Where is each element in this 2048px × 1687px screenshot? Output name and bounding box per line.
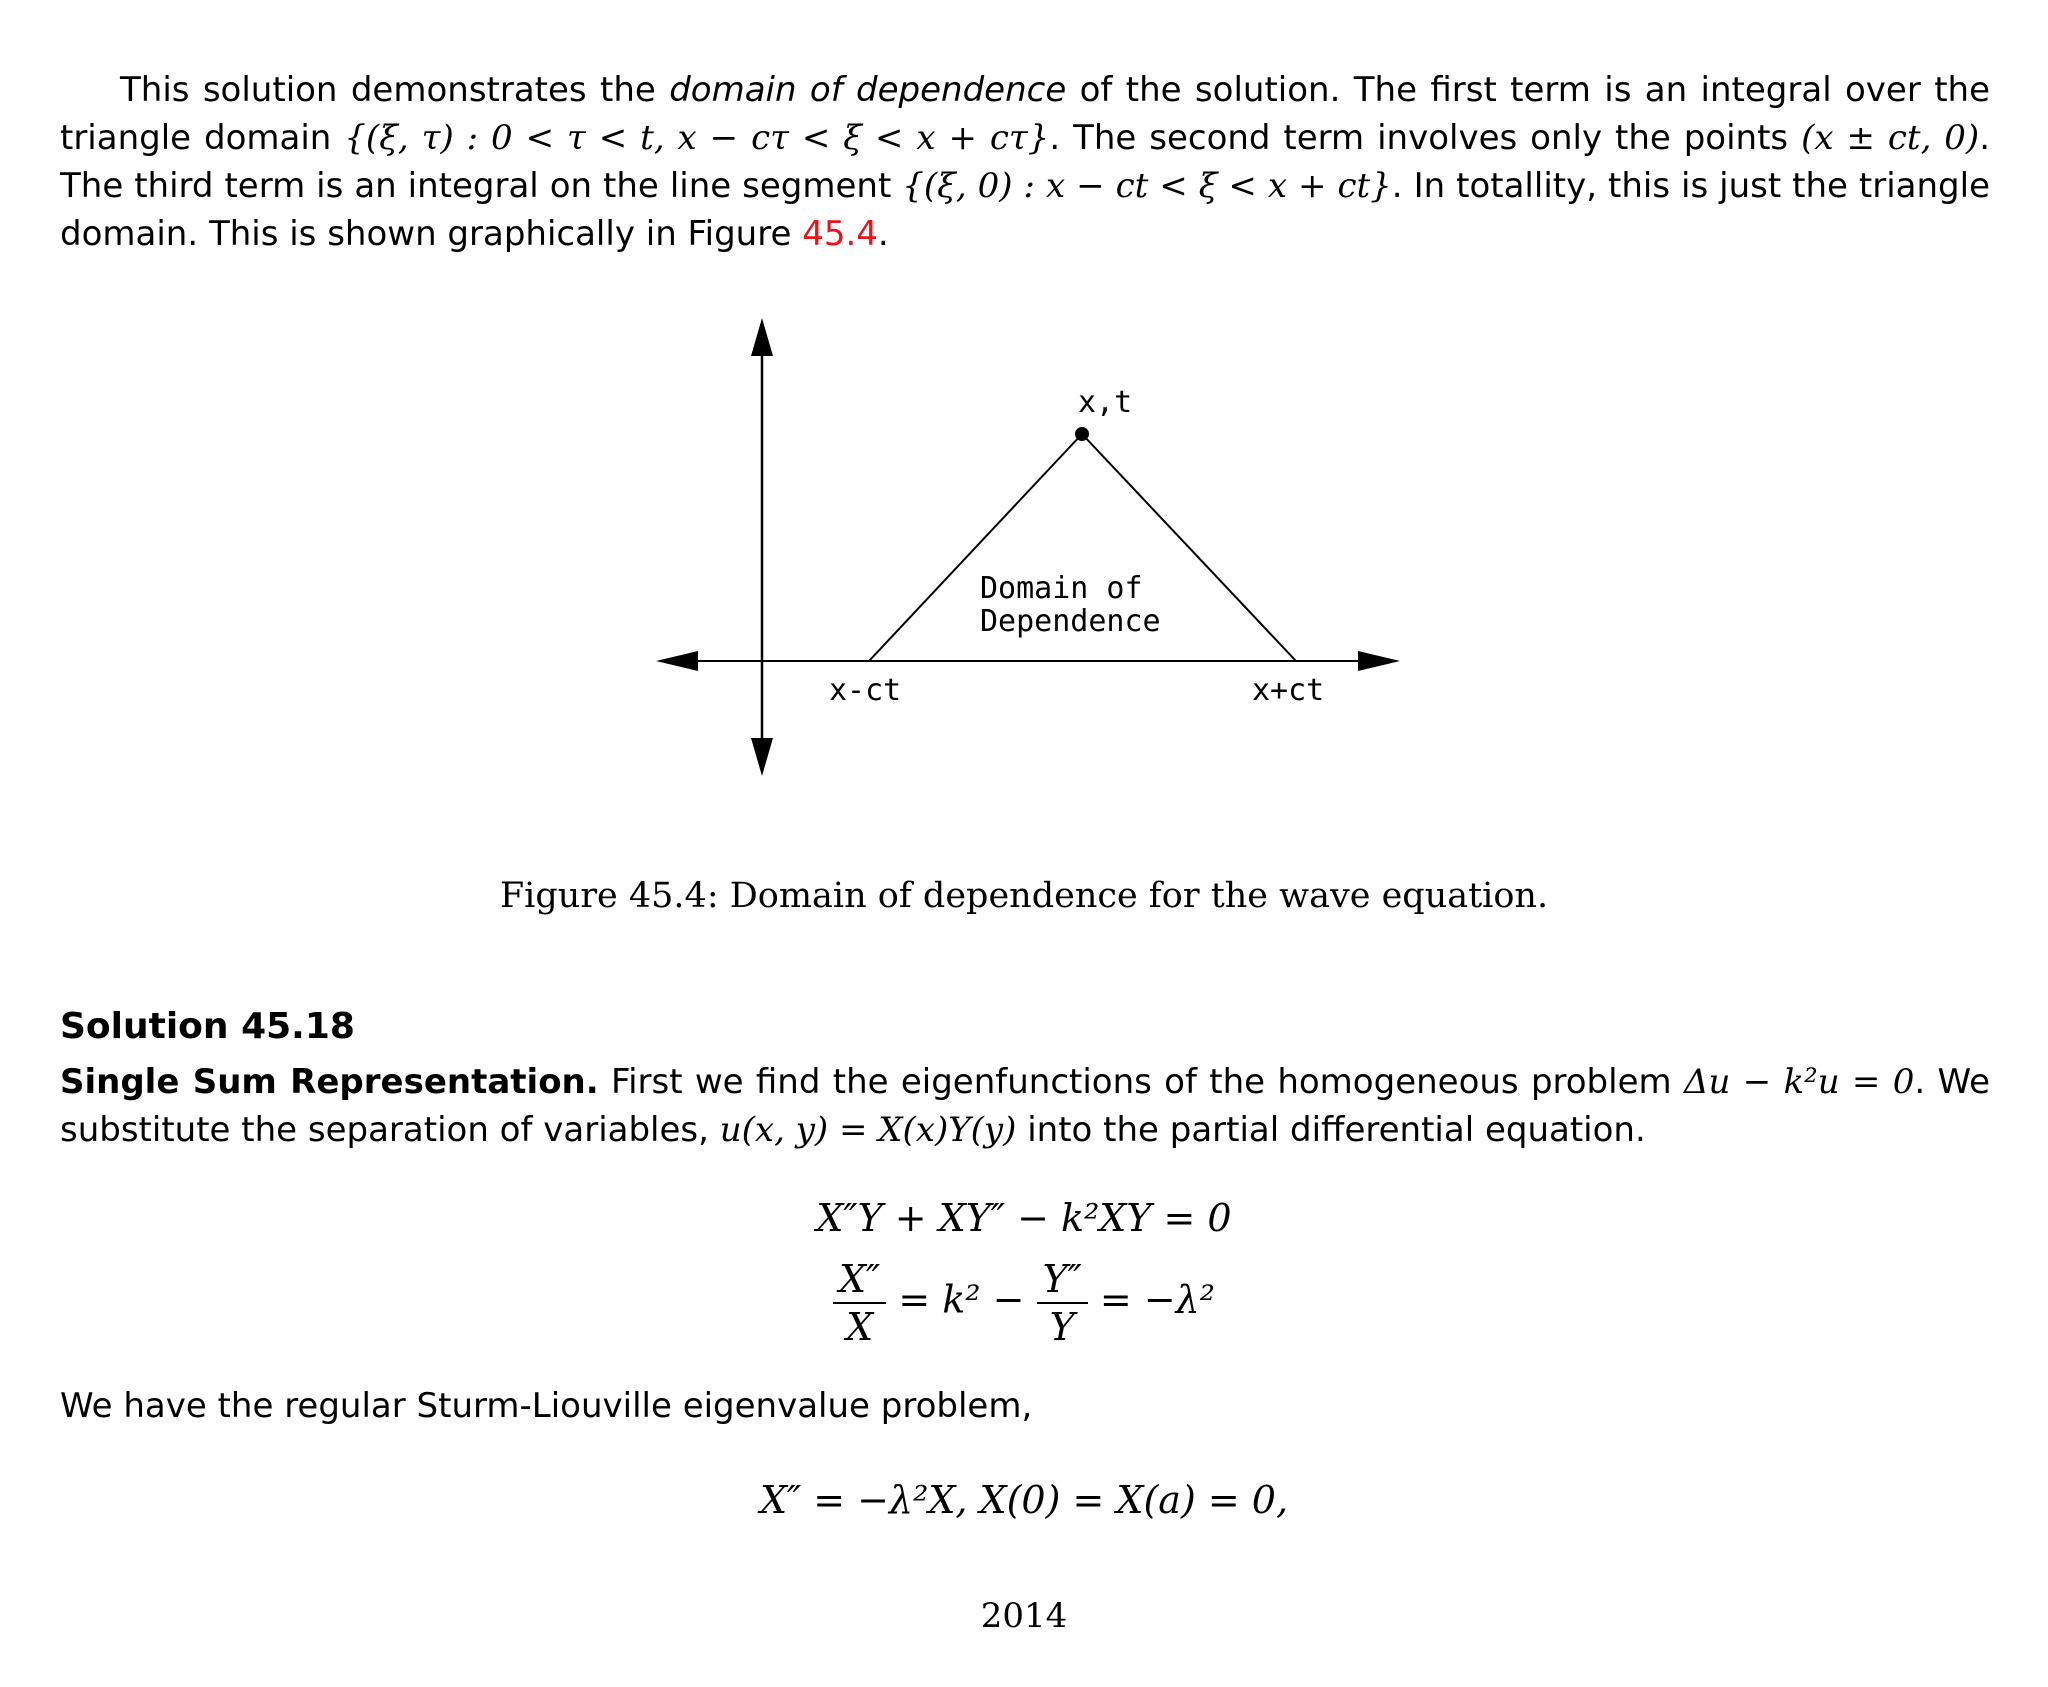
apex-point: [1075, 427, 1089, 441]
intro-text-4: . The third term is an integral on the line segment: [60, 118, 1991, 206]
right-arrowhead: [1358, 651, 1400, 671]
equation-3: X″ = −λ²X, X(0) = X(a) = 0,: [759, 1478, 1289, 1522]
homogeneous-equation-math: Δu − k²u = 0: [1683, 1062, 1915, 1102]
figure-reference-link[interactable]: 45.4: [802, 214, 878, 254]
solution-text-3: into the partial differential equation.: [1027, 1110, 1646, 1150]
solution-heading: Solution 45.18: [60, 1006, 355, 1047]
fraction-x-numerator: X″: [833, 1256, 886, 1304]
equation-2: [0, 1256, 2048, 1350]
intro-text-6: .: [877, 214, 889, 254]
intro-emphasis: domain of dependence: [669, 70, 1067, 110]
down-arrowhead: [751, 738, 773, 776]
sturm-liouville-sentence: We have the regular Sturm-Liouville eigenvalue problem,: [60, 1386, 1033, 1426]
domain-label-line2: Dependence: [980, 604, 1161, 639]
fraction-y-denominator: Y: [1049, 1305, 1075, 1349]
solution-paragraph: [60, 1058, 1990, 1154]
intro-text-3: . The second term involves only the points: [1049, 118, 1789, 158]
solution-text-2: . We substitute the separation of variables,: [60, 1062, 1990, 1150]
page-number: 2014: [980, 1596, 1068, 1636]
equation-2-middle: = k² −: [898, 1277, 1025, 1322]
fraction-x-denominator: X: [846, 1305, 874, 1349]
right-base-label: x+ct: [1252, 673, 1325, 708]
intro-text-2: of the solution. The first term is an integral over the triangle domain: [60, 70, 1990, 158]
segment-math: {(ξ, 0) : x − ct < ξ < x + ct}: [902, 166, 1392, 206]
fraction-y-numerator: Y″: [1037, 1256, 1088, 1304]
fraction-y: [1037, 1256, 1088, 1350]
triangle-set-math: {(ξ, τ) : 0 < τ < t, x − cτ < ξ < x + cτ}: [344, 118, 1050, 158]
up-arrowhead: [751, 318, 773, 356]
intro-text-5: . In totallity, this is just the triangle domain. This is shown graphically in Figure: [60, 166, 1990, 254]
domain-label-line1: Domain of: [980, 571, 1143, 606]
equation-2-rhs: = −λ²: [1099, 1277, 1215, 1322]
figure-caption: Figure 45.4: Domain of dependence for the wave equation.: [499, 876, 1549, 916]
separation-math: u(x, y) = X(x)Y(y): [719, 1110, 1017, 1150]
equation-1: X″Y + XY″ − k²XY = 0: [816, 1196, 1232, 1240]
left-arrowhead: [656, 651, 698, 671]
single-sum-heading: Single Sum Representation.: [60, 1062, 599, 1102]
intro-text-1: This solution demonstrates the: [120, 70, 656, 110]
apex-label: x,t: [1078, 385, 1133, 420]
points-math: (x ± ct, 0): [1801, 118, 1980, 158]
solution-text-1: First we find the eigenfunctions of the homogeneous problem: [611, 1062, 1672, 1102]
fraction-x: [833, 1256, 886, 1350]
left-base-label: x-ct: [829, 673, 902, 708]
